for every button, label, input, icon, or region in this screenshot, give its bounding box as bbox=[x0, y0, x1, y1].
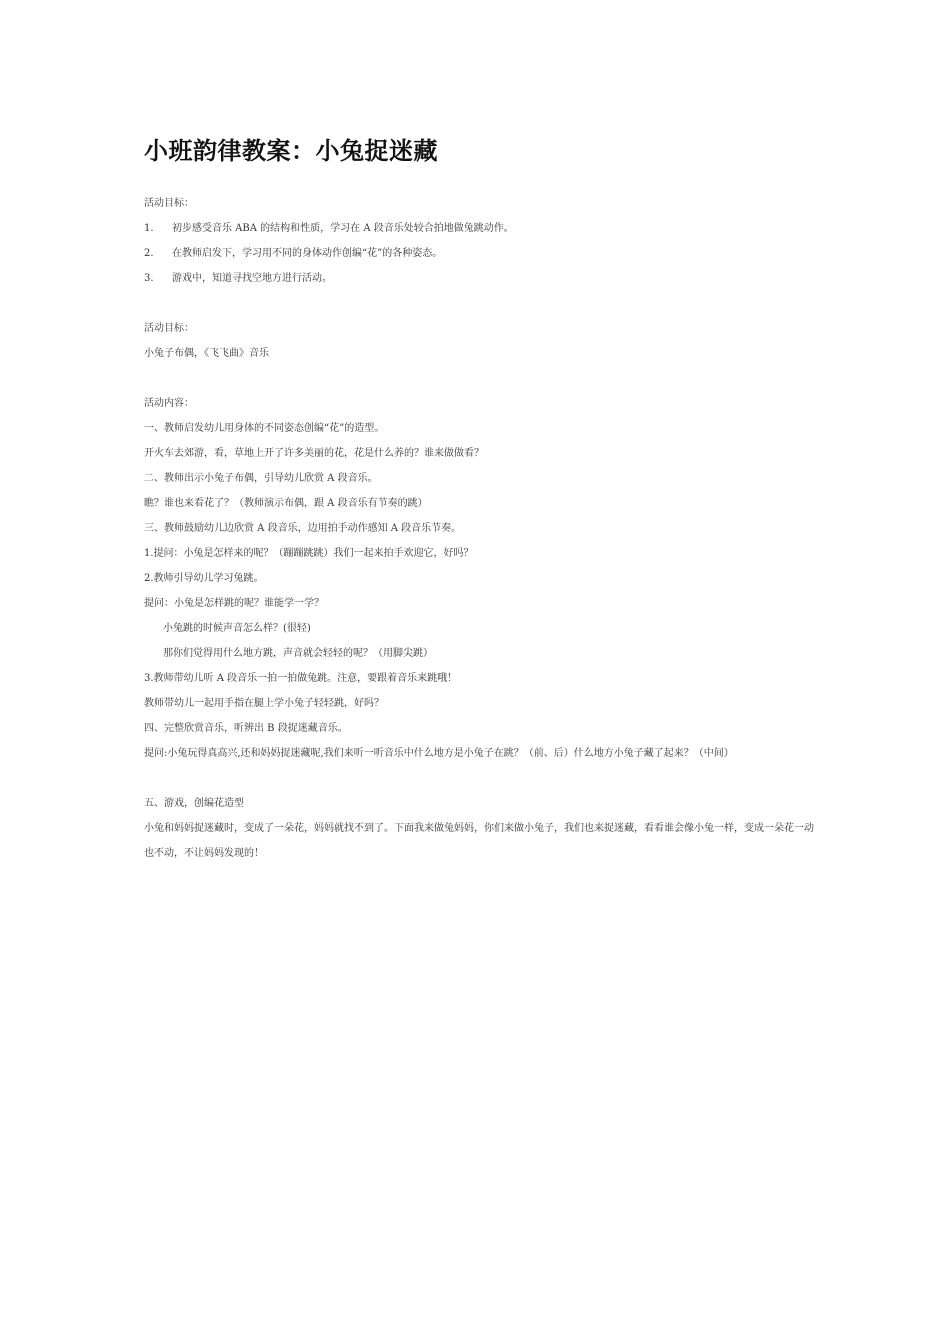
content-line: 三、教师鼓励幼儿边欣赏 A 段音乐，边用拍手动作感知 A 段音乐节奏。 bbox=[144, 523, 462, 534]
content-heading: 活动内容： bbox=[144, 398, 194, 409]
document-body bbox=[144, 191, 814, 866]
goal-item bbox=[144, 216, 814, 241]
content-line: 提问:小兔玩得真高兴,还和妈妈捉迷藏呢,我们来听一听音乐中什么地方是小兔子在跳？（前、后）什么地方小兔子藏了起来？（中间） bbox=[144, 748, 734, 759]
prep-text: 小兔子布偶，《飞飞曲》音乐 bbox=[144, 348, 269, 359]
goal-number: 3. bbox=[144, 273, 154, 284]
content-line: 提问：小兔是怎样跳的呢？谁能学一学？ bbox=[144, 598, 324, 609]
prep-heading: 活动目标： bbox=[144, 323, 194, 334]
content-line: 1.提问：小兔是怎样来的呢？（蹦蹦跳跳）我们一起来拍手欢迎它，好吗？ bbox=[144, 548, 474, 559]
content-line: 2.教师引导幼儿学习兔跳。 bbox=[144, 573, 264, 584]
content-line: 小兔跳的时候声音怎么样？(很轻) bbox=[163, 623, 311, 634]
document-title: 小班韵律教案：小兔捉迷藏 bbox=[144, 136, 438, 165]
goal-text: 游戏中，知道寻找空地方进行活动。 bbox=[172, 273, 332, 284]
goal-text: 初步感受音乐 ABA 的结构和性质，学习在 A 段音乐处较合拍地做兔跳动作。 bbox=[172, 223, 514, 234]
goal-number: 2. bbox=[144, 248, 154, 259]
goal-item bbox=[144, 241, 814, 266]
content-line: 3.教师带幼儿听 A 段音乐一拍一拍做兔跳。注意，要跟着音乐来跳哦！ bbox=[144, 673, 458, 684]
spacer bbox=[144, 366, 814, 391]
game-text: 小兔和妈妈捉迷藏时，变成了一朵花，妈妈就找不到了。下面我来做兔妈妈，你们来做小兔子，我们也来捉迷藏，看看谁会像小兔一样，变成一朵花一动也不动，不让妈妈发现的！ bbox=[144, 823, 814, 859]
content-line: 二、教师出示小兔子布偶，引导幼儿欣赏 A 段音乐。 bbox=[144, 473, 378, 484]
content-line: 开火车去郊游，看，草地上开了许多美丽的花，花是什么养的？谁来做做看？ bbox=[144, 448, 484, 459]
content-line: 四、完整欣赏音乐，听辨出 B 段捉迷藏音乐。 bbox=[144, 723, 348, 734]
goal-item bbox=[144, 266, 814, 291]
content-line: 瞧？谁也来看花了？（教师演示布偶，跟 A 段音乐有节奏的跳） bbox=[144, 498, 428, 509]
content-line: 一、教师启发幼儿用身体的不同姿态创编“花”的造型。 bbox=[144, 423, 385, 434]
spacer bbox=[144, 766, 814, 791]
spacer bbox=[144, 291, 814, 316]
game-heading: 五、游戏，创编花造型 bbox=[144, 798, 244, 809]
content-line: 教师带幼儿一起用手指在腿上学小兔子轻轻跳，好吗？ bbox=[144, 698, 384, 709]
content-line: 那你们觉得用什么地方跳，声音就会轻轻的呢？（用脚尖跳） bbox=[163, 648, 433, 659]
goals-heading: 活动目标： bbox=[144, 198, 194, 209]
goal-text: 在教师启发下，学习用不同的身体动作创编“花”的各种姿态。 bbox=[172, 248, 443, 259]
goal-number: 1. bbox=[144, 223, 154, 234]
